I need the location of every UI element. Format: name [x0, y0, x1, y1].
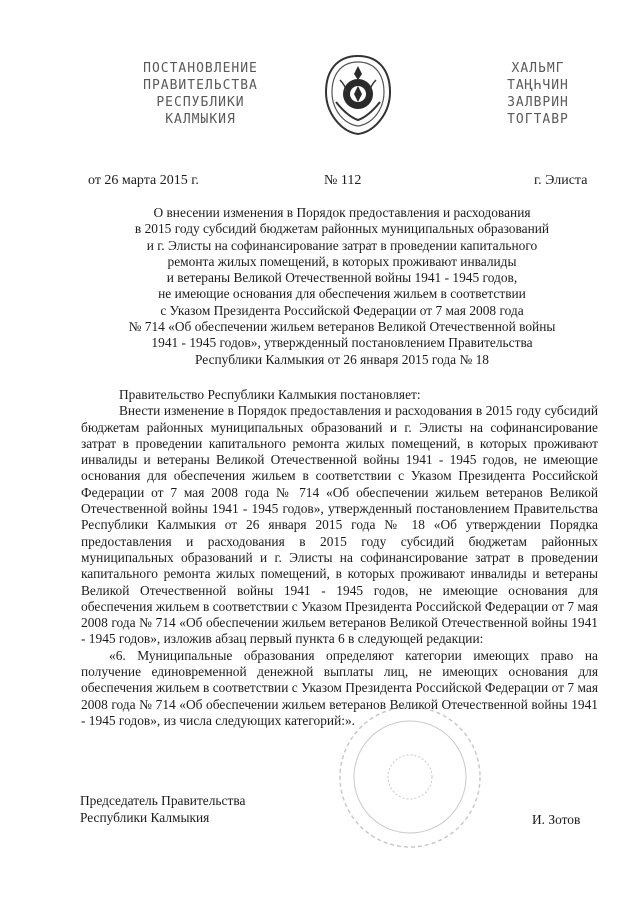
header-kalmyk-line: ЗАЛВРИН [507, 95, 569, 110]
document-number: № 112 [324, 173, 362, 188]
resolution-lead: Правительство Республики Калмыкия постановляет: [119, 387, 421, 402]
amended-clause: «6. Муниципальные образования определяют категории имеющих право на получение единовременной денежной выплаты лиц, не имеющих основания для обеспечения жильем в соответствии с Указом Президента Российской Федерации от 7 мая 2008 года № 714 «Об обеспечении жильем ветеранов Великой Отечественной войны 1941 - 1945 годов», из числа следующих категорий:». [81, 647, 598, 728]
header-ru-line: ПОСТАНОВЛЕНИЕ [143, 61, 258, 76]
title-line: и г. Элисты на софинансирование затрат в проведении капитального [146, 237, 538, 253]
header-kalmyk-line: ТОГТАВР [507, 112, 569, 127]
kalmykia-coat-of-arms-icon [322, 52, 394, 138]
title-line: в 2015 году субсидий бюджетам районных муниципальных образований [134, 221, 550, 237]
header-kalmyk [468, 60, 608, 128]
document-title [92, 205, 592, 368]
header-kalmyk-line: ХАЛЬМГ [511, 61, 565, 76]
document-city: г. Элиста [534, 173, 588, 188]
header-ru [118, 60, 283, 128]
signatory-position-line: Председатель Правительства [80, 793, 246, 808]
title-line: О внесении изменения в Порядок предоставления и расходования [153, 205, 531, 220]
header-kalmyk-line: ТАҢҺЧИН [507, 78, 569, 93]
title-line: и ветераны Великой Отечественной войны 1941 - 1945 годов, [166, 270, 518, 286]
document-body [81, 387, 598, 729]
title-line: Республики Калмыкия от 26 января 2015 года № 18 [195, 351, 489, 367]
document-date: от 26 марта 2015 г. [88, 173, 199, 188]
title-line: 1941 - 1945 годов», утвержденный постановлением Правительства [151, 335, 533, 351]
signatory-position [80, 792, 245, 826]
title-line: не имеющие основания для обеспечения жильем в соответствии [158, 286, 526, 302]
resolution-paragraph: Внести изменение в Порядок предоставления и расходования в 2015 году субсидий бюджетам районных муниципальных образований и г. Элисты на софинансирование затрат в проведении капитального ремонта жилых помещений, в которых проживают инвалиды и ветераны Великой Отечественной войны 1941 - 1945 годов, не имеющие основания для обеспечения жильем в соответствии с Указом Президента Российской Федерации от 7 мая 2008 года № 714 «Об обеспечении жильем ветеранов Великой Отечественной войны 1941 - 1945 годов», утвержденный постановлением Правительства Республики Калмыкия от 26 января 2015 года № 18 «Об утверждении Порядка предоставления и расходования в 2015 году субсидий бюджетам районных муниципальных образований и г. Элисты на софинансирование затрат в проведении капитального ремонта жилых помещений, в которых проживают инвалиды и ветераны Великой Отечественной войны 1941 - 1945 годов, не имеющие основания для обеспечения жильем в соответствии с Указом Президента Российской Федерации от 7 мая 2008 года № 714 «Об обеспечении жильем ветеранов Великой Отечественной войны 1941 - 1945 годов», изложив абзац первый пункта 6 в следующей редакции: [81, 403, 598, 647]
signatory-name: И. Зотов [532, 812, 581, 827]
header-ru-line: ПРАВИТЕЛЬСТВА [143, 78, 258, 93]
title-line: ремонта жилых помещений, в которых проживают инвалиды [167, 253, 517, 269]
official-stamp-icon [335, 702, 485, 852]
signatory-position-line: Республики Калмыкия [80, 810, 210, 825]
header-ru-line: РЕСПУБЛИКИ [156, 95, 245, 110]
header-ru-line: КАЛМЫКИЯ [165, 112, 236, 127]
title-line: с Указом Президента Российской Федерации от 7 мая 2008 года [160, 302, 524, 318]
title-line: № 714 «Об обеспечении жильем ветеранов Великой Отечественной войны [128, 319, 556, 335]
